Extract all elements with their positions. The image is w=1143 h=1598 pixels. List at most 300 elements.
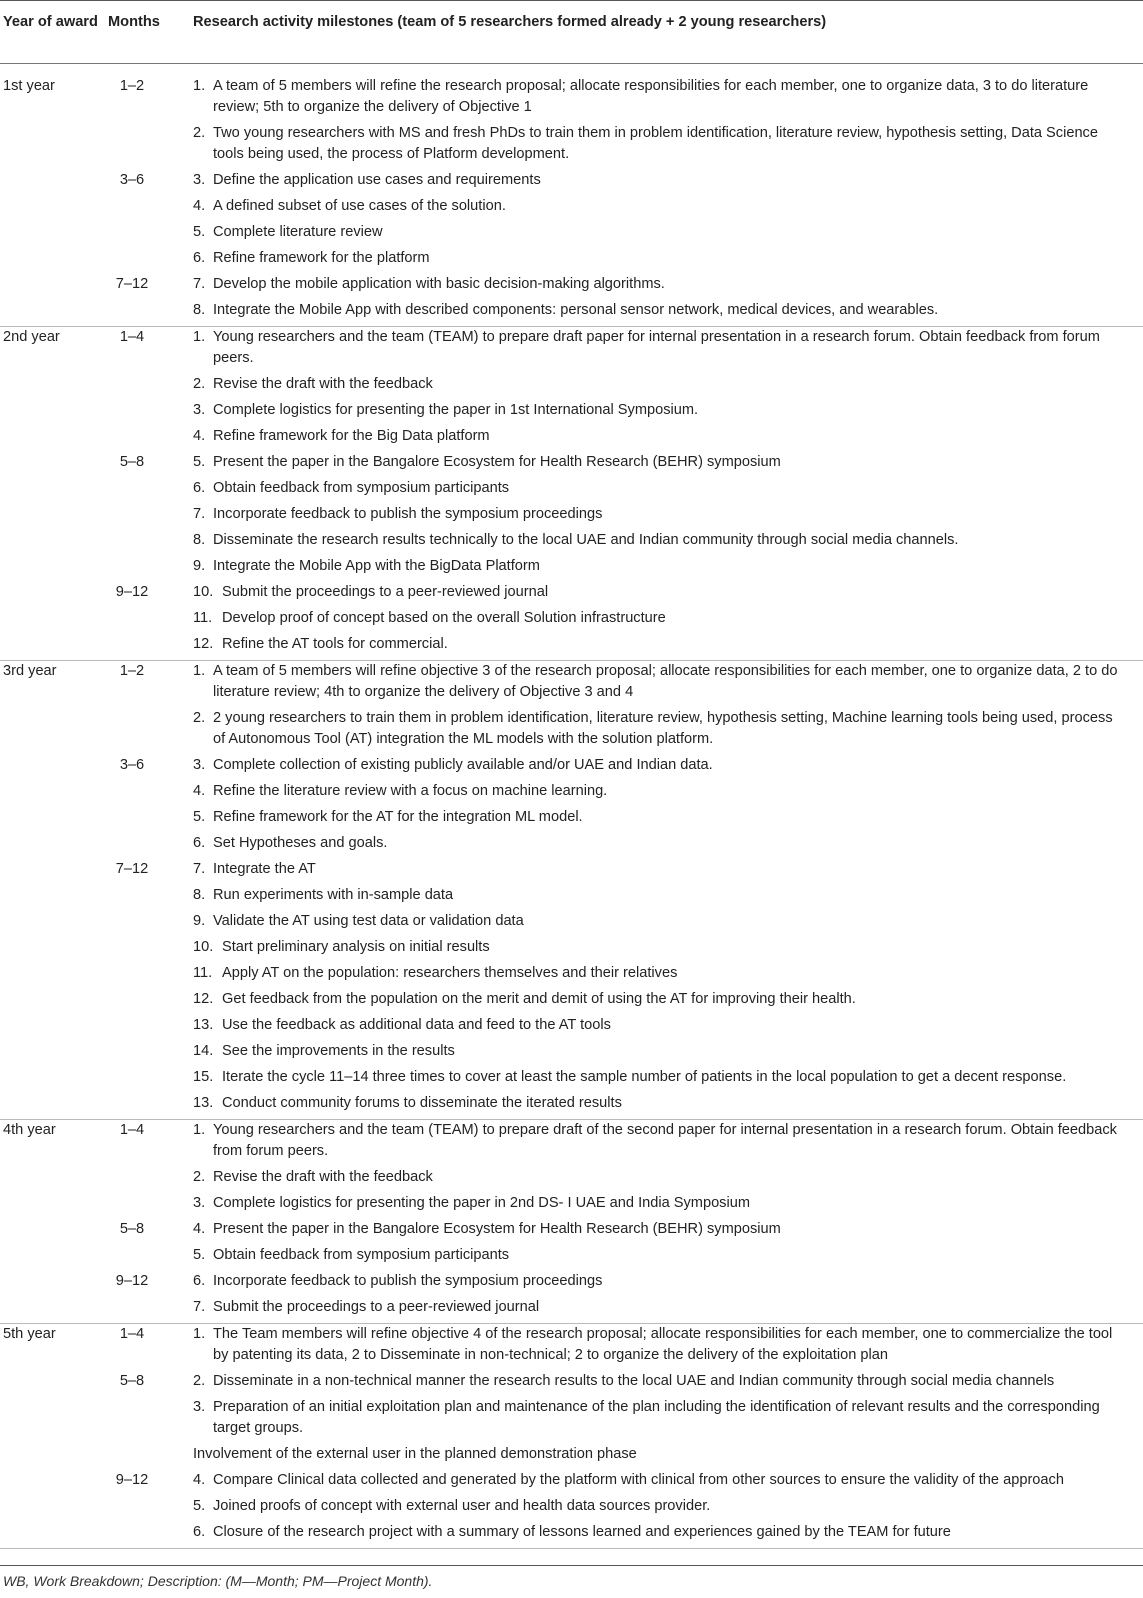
milestone-number: 9. (193, 558, 210, 574)
months-cell (107, 374, 193, 395)
year-cell (0, 374, 107, 395)
milestone-number: 4. (193, 783, 210, 799)
milestone-number: 12. (193, 636, 218, 652)
milestone-number: 2. (193, 710, 210, 726)
year-cell (0, 1015, 107, 1036)
milestone-cell (193, 755, 1143, 776)
months-cell (107, 1041, 193, 1062)
year-cell (0, 1444, 107, 1465)
milestone-cell (193, 781, 1143, 802)
milestone-text: 2 young researchers to train them in problem identification, literature review, hypothesis setting, Machine learning tools being used, process of Autonomous Tool (AT) integration the ML models with the solution platform. (213, 710, 1113, 747)
months-cell (107, 123, 193, 165)
year-cell (0, 222, 107, 243)
table-row (0, 374, 1143, 400)
milestone-number: 5. (193, 1247, 210, 1263)
table-row (0, 1470, 1143, 1496)
milestone-cell (193, 170, 1143, 191)
months-cell: 1–4 (119, 329, 145, 345)
months-cell (107, 1397, 193, 1439)
table-row (0, 222, 1143, 248)
months-cell (107, 911, 193, 932)
milestone-cell (193, 1397, 1143, 1439)
milestone-number: 12. (193, 991, 218, 1007)
milestone-number: 1. (193, 663, 210, 679)
months-cell (107, 426, 193, 447)
milestone-cell (193, 556, 1143, 577)
table-row (0, 1297, 1143, 1323)
milestone-text: Refine the AT tools for commercial. (222, 636, 448, 652)
milestone-number: 9. (193, 913, 210, 929)
milestone-text: Refine framework for the AT for the integration ML model. (213, 809, 583, 825)
milestone-number: 11. (193, 610, 217, 626)
milestone-number: 7. (193, 1299, 210, 1315)
table-row (0, 1093, 1143, 1119)
milestone-text: Obtain feedback from symposium participants (213, 480, 510, 496)
table-body (0, 64, 1143, 1549)
milestone-text: Start preliminary analysis on initial results (222, 939, 490, 955)
table-row (0, 530, 1143, 556)
months-cell: 1–2 (119, 78, 145, 94)
milestone-number: 7. (193, 506, 210, 522)
months-cell (107, 504, 193, 525)
months-cell (107, 807, 193, 828)
months-cell: 9–12 (115, 1273, 149, 1289)
months-cell (107, 196, 193, 217)
milestone-number: 6. (193, 250, 210, 266)
milestone-cell (193, 400, 1143, 421)
milestone-cell (193, 1444, 1143, 1465)
milestone-cell (193, 1041, 1143, 1062)
year-cell (0, 1522, 107, 1543)
milestone-number: 5. (193, 454, 210, 470)
year-cell: 1st year (3, 78, 55, 94)
milestone-number: 8. (193, 302, 210, 318)
milestone-cell (193, 1297, 1143, 1318)
year-cell (0, 582, 107, 603)
milestone-cell (193, 1522, 1143, 1543)
header-milestones: Research activity milestones (team of 5 researchers formed already + 2 young researchers) (193, 14, 827, 30)
year-cell (0, 248, 107, 269)
milestone-cell (193, 608, 1143, 629)
year-group (0, 76, 1143, 327)
year-cell (0, 300, 107, 321)
year-cell (0, 1245, 107, 1266)
milestone-text: Two young researchers with MS and fresh PhDs to train them in problem identification, literature review, hypothesis setting, Data Science tools being used, the process of Platform development. (213, 125, 1098, 162)
year-cell (0, 123, 107, 165)
months-cell (107, 963, 193, 984)
months-cell (107, 300, 193, 321)
milestone-number: 2. (193, 1169, 210, 1185)
milestone-number: 3. (193, 1195, 210, 1211)
table-row (0, 274, 1143, 300)
year-cell (0, 989, 107, 1010)
milestone-text: See the improvements in the results (222, 1043, 455, 1059)
milestone-cell (193, 963, 1143, 984)
milestone-text: Use the feedback as additional data and feed to the AT tools (222, 1017, 611, 1033)
milestone-number: 4. (193, 428, 210, 444)
milestone-cell (193, 582, 1143, 603)
year-cell (0, 937, 107, 958)
milestone-text: Refine the literature review with a focus on machine learning. (213, 783, 608, 799)
milestone-text: Present the paper in the Bangalore Ecosystem for Health Research (BEHR) symposium (213, 1221, 781, 1237)
milestone-text: Integrate the Mobile App with the BigData Platform (213, 558, 540, 574)
milestone-number: 2. (193, 125, 210, 141)
milestone-text: Iterate the cycle 11–14 three times to cover at least the sample number of patients in the local population to get a decent response. (222, 1069, 1067, 1085)
milestone-cell (193, 374, 1143, 395)
milestone-text: Complete literature review (213, 224, 383, 240)
milestone-text: Involvement of the external user in the planned demonstration phase (193, 1446, 637, 1462)
milestone-text: Young researchers and the team (TEAM) to prepare draft paper for internal presentation in a research forum. Obtain feedback from forum peers. (213, 329, 1100, 366)
months-cell: 5–8 (119, 454, 145, 470)
months-cell (107, 937, 193, 958)
table-row (0, 1324, 1143, 1371)
milestone-number: 10. (193, 939, 218, 955)
year-cell (0, 530, 107, 551)
milestone-cell (193, 452, 1143, 473)
table-row (0, 807, 1143, 833)
table-row (0, 196, 1143, 222)
milestone-number: 4. (193, 1472, 210, 1488)
months-cell (107, 634, 193, 655)
year-group (0, 1324, 1143, 1549)
table-row (0, 1015, 1143, 1041)
months-cell: 1–4 (119, 1326, 145, 1342)
milestone-number: 2. (193, 1373, 210, 1389)
milestone-text: Integrate the Mobile App with described components: personal sensor network, medical devices, and wearables. (213, 302, 939, 318)
months-cell: 9–12 (115, 1472, 149, 1488)
milestone-text: Young researchers and the team (TEAM) to prepare draft of the second paper for internal presentation in a research forum. Obtain feedback from forum peers. (213, 1122, 1117, 1159)
milestone-number: 10. (193, 584, 218, 600)
months-cell (107, 1522, 193, 1543)
year-cell (0, 1496, 107, 1517)
milestone-cell (193, 1245, 1143, 1266)
year-cell: 3rd year (3, 663, 57, 679)
milestone-cell (193, 1167, 1143, 1188)
milestone-number: 3. (193, 757, 210, 773)
milestone-cell (193, 885, 1143, 906)
months-cell (107, 400, 193, 421)
milestone-text: Complete logistics for presenting the paper in 2nd DS- I UAE and India Symposium (213, 1195, 750, 1211)
table-row (0, 885, 1143, 911)
table-row (0, 1397, 1143, 1444)
year-cell (0, 196, 107, 217)
milestone-number: 7. (193, 276, 210, 292)
milestone-number: 4. (193, 198, 210, 214)
table-row (0, 1271, 1143, 1297)
table-row (0, 327, 1143, 374)
table-row (0, 76, 1143, 123)
months-cell: 5–8 (119, 1373, 145, 1389)
milestone-cell (193, 859, 1143, 880)
year-cell (0, 1167, 107, 1188)
milestone-text: Revise the draft with the feedback (213, 1169, 433, 1185)
year-cell: 5th year (3, 1326, 56, 1342)
months-cell (107, 1245, 193, 1266)
milestone-number: 14. (193, 1043, 218, 1059)
months-cell (107, 1015, 193, 1036)
year-cell (0, 1219, 107, 1240)
table-row (0, 504, 1143, 530)
milestone-text: Define the application use cases and requirements (213, 172, 541, 188)
milestone-text: Develop proof of concept based on the overall Solution infrastructure (222, 610, 666, 626)
months-cell: 5–8 (119, 1221, 145, 1237)
header-months: Months (108, 14, 160, 30)
year-group (0, 1120, 1143, 1324)
milestone-number: 6. (193, 1524, 210, 1540)
year-cell (0, 608, 107, 629)
milestone-cell (193, 222, 1143, 243)
year-cell (0, 1397, 107, 1439)
milestone-cell (193, 989, 1143, 1010)
milestone-text: Integrate the AT (213, 861, 316, 877)
table-footnote: WB, Work Breakdown; Description: (M—Month; PM—Project Month). (3, 1573, 433, 1589)
year-cell (0, 1371, 107, 1392)
milestone-text: Apply AT on the population: researchers themselves and their relatives (222, 965, 678, 981)
months-cell (107, 1167, 193, 1188)
table-row (0, 1245, 1143, 1271)
milestone-cell (193, 248, 1143, 269)
milestone-text: Run experiments with in-sample data (213, 887, 454, 903)
milestone-number: 7. (193, 861, 210, 877)
months-cell (107, 708, 193, 750)
milestone-text: Preparation of an initial exploitation plan and maintenance of the plan including the identification of relevant results and the corresponding target groups. (213, 1399, 1100, 1436)
milestone-cell (193, 530, 1143, 551)
table-row (0, 1371, 1143, 1397)
table-row (0, 1067, 1143, 1093)
year-cell (0, 634, 107, 655)
table-row (0, 608, 1143, 634)
milestone-number: 6. (193, 1273, 210, 1289)
months-cell (107, 1193, 193, 1214)
milestone-number: 11. (193, 965, 217, 981)
milestone-text: Incorporate feedback to publish the symposium proceedings (213, 1273, 603, 1289)
year-cell (0, 833, 107, 854)
milestone-number: 13. (193, 1095, 218, 1111)
milestone-text: Develop the mobile application with basic decision-making algorithms. (213, 276, 665, 292)
milestone-number: 13. (193, 1017, 218, 1033)
months-cell: 7–12 (115, 276, 149, 292)
months-cell (107, 885, 193, 906)
year-cell (0, 274, 107, 295)
milestone-cell (193, 1093, 1143, 1114)
months-cell (107, 833, 193, 854)
months-cell: 3–6 (119, 172, 145, 188)
table-row (0, 833, 1143, 859)
table-row (0, 248, 1143, 274)
milestone-number: 8. (193, 887, 210, 903)
milestone-text: Disseminate the research results technically to the local UAE and Indian community through social media channels. (213, 532, 959, 548)
milestone-text: A defined subset of use cases of the solution. (213, 198, 506, 214)
year-cell (0, 911, 107, 932)
table-row (0, 937, 1143, 963)
milestone-text: Complete logistics for presenting the paper in 1st International Symposium. (213, 402, 699, 418)
year-cell (0, 426, 107, 447)
table-row (0, 963, 1143, 989)
table-row (0, 426, 1143, 452)
milestone-text: Submit the proceedings to a peer-reviewed journal (222, 584, 549, 600)
milestone-text: A team of 5 members will refine objective 3 of the research proposal; allocate responsibilities for each member, one to organize data, 2 to do literature review; 4th to organize the delivery of Objective 3 and 4 (213, 663, 1118, 700)
months-cell: 9–12 (115, 584, 149, 600)
table-row (0, 1522, 1143, 1548)
milestone-cell (193, 1324, 1143, 1366)
months-cell (107, 248, 193, 269)
months-cell (107, 222, 193, 243)
months-cell: 1–2 (119, 663, 145, 679)
table-row (0, 989, 1143, 1015)
milestone-number: 3. (193, 402, 210, 418)
table-row (0, 400, 1143, 426)
table-row (0, 1219, 1143, 1245)
year-cell (0, 1067, 107, 1088)
header-year: Year of award (3, 14, 98, 30)
milestone-text: Conduct community forums to disseminate the iterated results (222, 1095, 622, 1111)
milestone-cell (193, 1219, 1143, 1240)
milestone-text: Validate the AT using test data or validation data (213, 913, 524, 929)
year-cell (0, 478, 107, 499)
milestone-cell (193, 76, 1143, 118)
table-row (0, 1444, 1143, 1470)
milestone-cell (193, 274, 1143, 295)
table-row (0, 478, 1143, 504)
year-cell (0, 781, 107, 802)
table-row (0, 911, 1143, 937)
milestone-cell (193, 196, 1143, 217)
table-row (0, 556, 1143, 582)
year-cell (0, 755, 107, 776)
table-row (0, 1193, 1143, 1219)
milestone-text: Refine framework for the platform (213, 250, 430, 266)
milestone-text: Get feedback from the population on the merit and demit of using the AT for improving their health. (222, 991, 856, 1007)
milestone-number: 6. (193, 480, 210, 496)
year-cell (0, 452, 107, 473)
year-cell (0, 807, 107, 828)
months-cell (107, 530, 193, 551)
table-bottom-rule (0, 1565, 1143, 1566)
months-cell (107, 478, 193, 499)
milestone-text: Closure of the research project with a summary of lessons learned and experiences gained by the TEAM for future (213, 1524, 951, 1540)
table-header (0, 1, 1143, 64)
year-cell (0, 556, 107, 577)
table-row (0, 1496, 1143, 1522)
milestone-cell (193, 1067, 1143, 1088)
milestone-number: 4. (193, 1221, 210, 1237)
milestone-number: 3. (193, 172, 210, 188)
table-row (0, 300, 1143, 326)
year-cell (0, 859, 107, 880)
milestone-number: 1. (193, 329, 210, 345)
milestone-text: Incorporate feedback to publish the symposium proceedings (213, 506, 603, 522)
milestone-cell (193, 478, 1143, 499)
milestone-cell (193, 300, 1143, 321)
table-row (0, 661, 1143, 708)
milestone-text: Obtain feedback from symposium participants (213, 1247, 510, 1263)
milestone-number: 2. (193, 376, 210, 392)
year-cell (0, 708, 107, 750)
months-cell (107, 1496, 193, 1517)
months-cell: 7–12 (115, 861, 149, 877)
milestone-text: Submit the proceedings to a peer-reviewed journal (213, 1299, 540, 1315)
table-row (0, 634, 1143, 660)
milestone-number: 1. (193, 1326, 210, 1342)
table-row (0, 859, 1143, 885)
table-row (0, 1167, 1143, 1193)
milestone-number: 1. (193, 78, 210, 94)
table-row (0, 1041, 1143, 1067)
table-row (0, 781, 1143, 807)
milestone-number: 3. (193, 1399, 210, 1415)
year-group (0, 327, 1143, 661)
milestone-cell (193, 911, 1143, 932)
year-cell (0, 963, 107, 984)
milestone-cell (193, 504, 1143, 525)
year-cell (0, 1470, 107, 1491)
months-cell (107, 989, 193, 1010)
year-cell (0, 1297, 107, 1318)
year-group (0, 661, 1143, 1120)
milestone-number: 15. (193, 1069, 218, 1085)
milestone-number: 6. (193, 835, 210, 851)
milestone-number: 5. (193, 1498, 210, 1514)
milestone-cell (193, 1271, 1143, 1292)
year-cell (0, 1093, 107, 1114)
months-cell: 3–6 (119, 757, 145, 773)
months-cell (107, 1297, 193, 1318)
milestone-cell (193, 807, 1143, 828)
milestone-number: 5. (193, 809, 210, 825)
table-row (0, 170, 1143, 196)
table-row (0, 708, 1143, 755)
table-row (0, 452, 1143, 478)
milestone-text: Revise the draft with the feedback (213, 376, 433, 392)
year-cell (0, 400, 107, 421)
year-cell (0, 885, 107, 906)
milestone-text: Complete collection of existing publicly available and/or UAE and Indian data. (213, 757, 713, 773)
months-cell (107, 1093, 193, 1114)
milestone-text: Disseminate in a non-technical manner the research results to the local UAE and Indian community through social media channels (213, 1373, 1055, 1389)
year-cell: 2nd year (3, 329, 60, 345)
year-cell (0, 1271, 107, 1292)
year-cell (0, 504, 107, 525)
milestone-cell (193, 1015, 1143, 1036)
milestone-cell (193, 1193, 1143, 1214)
milestone-cell (193, 1371, 1143, 1392)
table-row (0, 582, 1143, 608)
months-cell (107, 608, 193, 629)
milestone-text: A team of 5 members will refine the research proposal; allocate responsibilities for each member, one to organize data, 3 to do literature review; 5th to organize the delivery of Objective 1 (213, 78, 1089, 115)
milestone-cell (193, 1120, 1143, 1162)
months-cell (107, 1444, 193, 1465)
milestone-text: The Team members will refine objective 4 of the research proposal; allocate responsibilities for each member, one to commercialize the tool by patenting its data, 2 to Disseminate in non-technical; 2 to organize the delivery of the exploitation plan (213, 1326, 1113, 1363)
milestone-cell (193, 1470, 1143, 1491)
table-row (0, 1120, 1143, 1167)
months-cell (107, 556, 193, 577)
milestone-cell (193, 937, 1143, 958)
milestone-text: Refine framework for the Big Data platform (213, 428, 490, 444)
year-cell: 4th year (3, 1122, 56, 1138)
table-row (0, 755, 1143, 781)
months-cell: 1–4 (119, 1122, 145, 1138)
table-row (0, 123, 1143, 170)
milestone-number: 8. (193, 532, 210, 548)
year-cell (0, 170, 107, 191)
milestone-text: Present the paper in the Bangalore Ecosystem for Health Research (BEHR) symposium (213, 454, 781, 470)
milestone-number: 5. (193, 224, 210, 240)
months-cell (107, 781, 193, 802)
milestone-cell (193, 661, 1143, 703)
milestone-cell (193, 634, 1143, 655)
year-cell (0, 1193, 107, 1214)
milestone-text: Set Hypotheses and goals. (213, 835, 388, 851)
